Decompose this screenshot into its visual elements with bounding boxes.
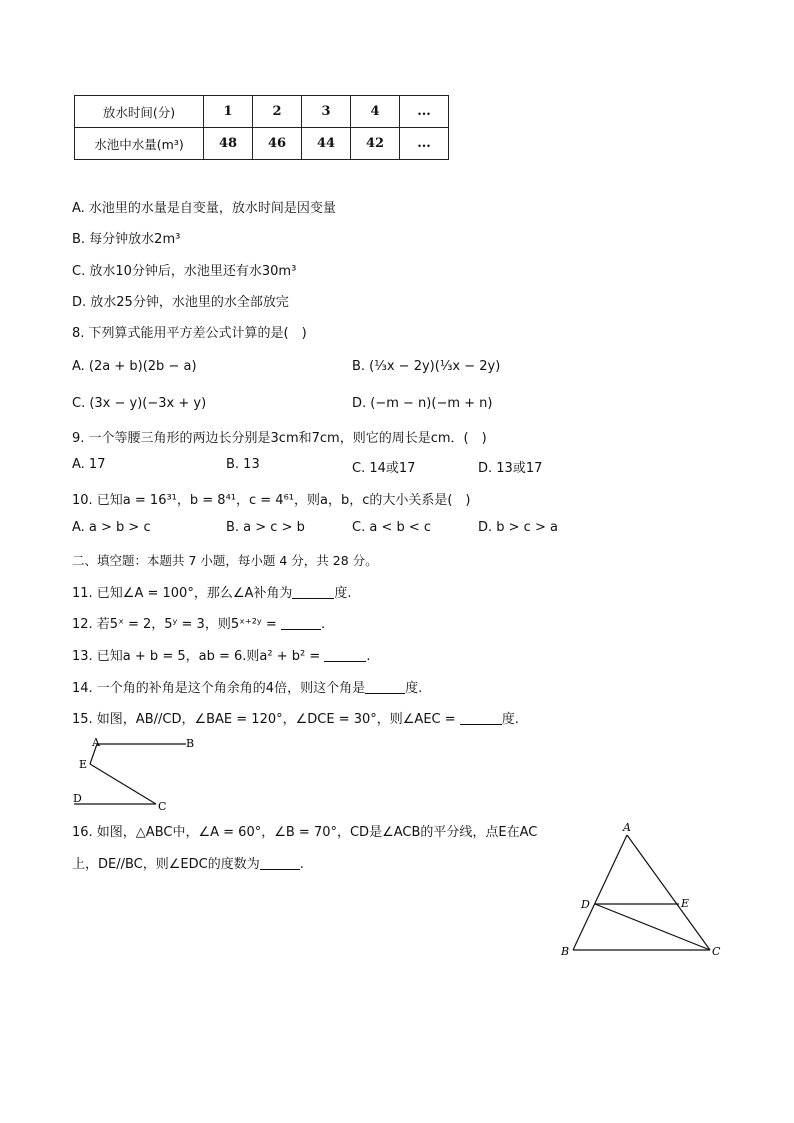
table-cell: 44: [302, 128, 351, 160]
table-cell: 2: [253, 96, 302, 128]
q16-line1: 16. 如图，△ABC中，∠A = 60°，∠B = 70°，CD是∠ACB的平分线，点E在AC: [72, 825, 538, 840]
label-c: C: [158, 800, 167, 813]
q8-option-d: D. (−m − n)(−m + n): [352, 396, 493, 411]
q13: [72, 645, 371, 664]
segment-ac: [627, 835, 710, 950]
answer-blank: [281, 615, 321, 630]
answer-blank: [260, 855, 300, 870]
table-header-cell: 放水时间(分): [75, 96, 204, 128]
segment-ec: [90, 764, 156, 804]
q15-text: 15. 如图，AB//CD，∠BAE = 120°，∠DCE = 30°，则∠AEC =: [72, 712, 460, 727]
q12-suffix: .: [320, 617, 326, 632]
q8-option-b: B. (⅓x − 2y)(⅓x − 2y): [352, 359, 501, 374]
q13-text: 13. 已知a + b = 5，ab = 6.则a² + b² =: [72, 649, 325, 664]
table-cell: 46: [253, 128, 302, 160]
table-cell: 3: [302, 96, 351, 128]
q7-option-a: A. 水池里的水量是自变量，放水时间是因变量: [72, 201, 336, 216]
answer-blank: [460, 710, 502, 725]
q14-text: 14. 一个角的补角是这个角余角的4倍，则这个角是: [72, 681, 366, 696]
q12: [72, 613, 325, 632]
table-cell: ...: [400, 128, 449, 160]
q9-option-a: A. 17: [72, 457, 106, 472]
table-row: [75, 96, 449, 128]
table-cell: ...: [400, 96, 449, 128]
q9-stem: 9. 一个等腰三角形的两边长分别是3cm和7cm，则它的周长是cm．( ): [72, 431, 487, 446]
q7-option-c: C. 放水10分钟后，水池里还有水30m³: [72, 264, 297, 279]
table-cell: 42: [351, 128, 400, 160]
answer-blank: [292, 584, 334, 599]
q7-option-d: D. 放水25分钟，水池里的水全部放完: [72, 295, 289, 310]
table-cell: 48: [204, 128, 253, 160]
q9-option-d: D. 13或17: [478, 461, 543, 476]
q12-text: 12. 若5ˣ = 2，5ʸ = 3，则5ˣ⁺²ʸ =: [72, 617, 281, 632]
q16-text: 上，DE//BC，则∠EDC的度数为: [72, 857, 260, 872]
q9-option-c: C. 14或17: [352, 461, 416, 476]
answer-blank: [324, 647, 366, 662]
q10-stem: 10. 已知a = 16³¹，b = 8⁴¹，c = 4⁶¹，则a，b，c的大小关系是( ): [72, 493, 471, 508]
q11-text: 11. 已知∠A = 100°，那么∠A补角为: [72, 586, 293, 601]
q16-suffix: .: [299, 857, 304, 872]
table-row: [75, 128, 449, 160]
label-d: D: [581, 898, 590, 911]
answer-blank: [365, 679, 405, 694]
q15-suffix: 度.: [501, 712, 519, 727]
q14: [72, 677, 422, 696]
q15: [72, 708, 519, 727]
q7-option-b: B. 每分钟放水2m³: [72, 232, 181, 247]
q10-option-b: B. a > c > b: [226, 520, 305, 535]
label-e: E: [681, 897, 690, 910]
q8-option-a: A. (2a + b)(2b − a): [72, 359, 197, 374]
q11: [72, 582, 352, 601]
table-cell: 4: [351, 96, 400, 128]
segment-ab: [573, 835, 627, 950]
label-e: E: [79, 758, 88, 771]
q9-option-b: B. 13: [226, 457, 260, 472]
label-a: A: [92, 736, 100, 749]
q13-suffix: .: [366, 649, 371, 664]
q14-suffix: 度.: [405, 681, 423, 696]
q10-option-c: C. a < b < c: [352, 520, 432, 535]
label-b: B: [186, 737, 195, 750]
q10-option-d: D. b > c > a: [478, 520, 558, 535]
section-heading: 二、填空题：本题共 7 小题，每小题 4 分，共 28 分。: [72, 553, 378, 568]
q8-stem: 8. 下列算式能用平方差公式计算的是( ): [72, 326, 307, 341]
label-d: D: [73, 792, 82, 805]
q16-line2: [72, 853, 304, 872]
label-b: B: [561, 945, 570, 958]
label-a: A: [623, 821, 631, 834]
water-table: [74, 95, 449, 160]
table-header-cell: 水池中水量(m³): [75, 128, 204, 160]
label-c: C: [712, 945, 721, 958]
figure-16: [556, 816, 728, 964]
q10-option-a: A. a > b > c: [72, 520, 151, 535]
q8-option-c: C. (3x − y)(−3x + y): [72, 396, 207, 411]
table-cell: 1: [204, 96, 253, 128]
figure-15: [70, 734, 200, 814]
q11-suffix: 度.: [334, 586, 352, 601]
